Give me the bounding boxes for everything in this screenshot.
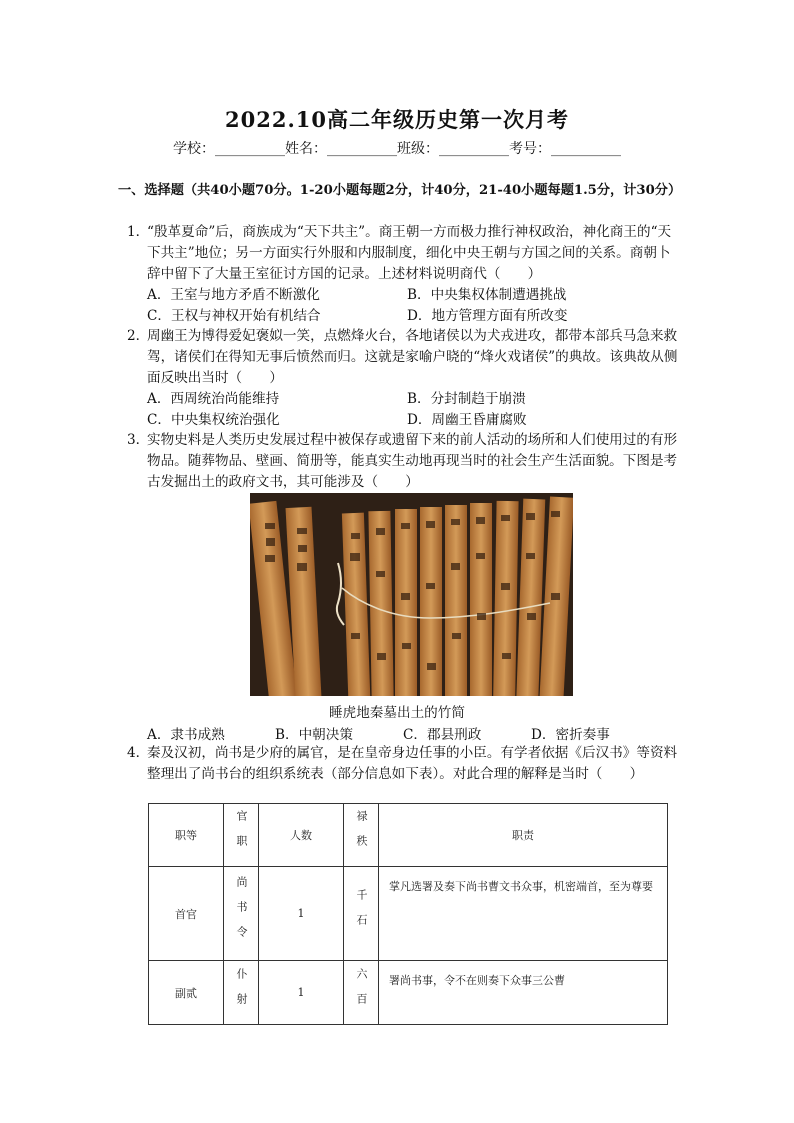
header-cell: 人数 xyxy=(259,804,344,867)
question-number: 3． xyxy=(127,432,150,448)
option-c: C．王权与神权开始有机结合 xyxy=(147,308,321,324)
table-header-row xyxy=(149,804,668,867)
table-cell: 1 xyxy=(259,961,344,1025)
exam-title: 2022.10高二年级历史第一次月考 xyxy=(225,107,569,132)
table-cell: 六百 xyxy=(344,961,379,1025)
option-a: A．隶书成熟 xyxy=(147,727,225,743)
table-cell: 副贰 xyxy=(149,961,224,1025)
question-1 xyxy=(127,222,683,285)
question-stem: “殷革夏命”后，商族成为“天下共主”。商王朝一方而极力推行神权政治，神化商王的“天下共主”地位；另一方面实行外服和内服制度，细化中央王朝与方国之间的关系。商朝卜辞中留下了大量王室征讨方国的记录。上述材料说明商代（ ） xyxy=(147,224,672,282)
header-cell: 禄秩 xyxy=(344,804,379,867)
section-heading: 一、选择题（共40小题70分。1-20小题每题2分，计40分，21-40小题每题1.5分，计30分） xyxy=(118,183,682,198)
photo-caption: 睡虎地秦墓出土的竹简 xyxy=(329,705,465,721)
option-d: D．地方管理方面有所改变 xyxy=(407,308,568,324)
option-c: C．中央集权统治强化 xyxy=(147,412,280,428)
header-cell: 职责 xyxy=(379,804,668,867)
table-cell: 掌凡选署及奏下尚书曹文书众事，机密端首，至为尊要 xyxy=(379,867,668,961)
option-d: D．周幽王昏庸腐败 xyxy=(407,412,527,428)
table-row xyxy=(149,867,668,961)
bamboo-slips-photo xyxy=(250,493,573,696)
table-cell: 千石 xyxy=(344,867,379,961)
question-number: 1． xyxy=(127,224,150,240)
question-number: 2． xyxy=(127,328,150,344)
question-3 xyxy=(127,430,683,493)
question-stem: 秦及汉初，尚书是少府的属官，是在皇帝身边任事的小臣。有学者依据《后汉书》等资料整理出了尚书台的组织系统表（部分信息如下表）。对此合理的解释是当时（ ） xyxy=(147,745,678,782)
question-2 xyxy=(127,326,683,389)
question-number: 4． xyxy=(127,745,150,761)
table-cell: 首官 xyxy=(149,867,224,961)
table-row xyxy=(149,961,668,1025)
question-stem: 实物史料是人类历史发展过程中被保存或遗留下来的前人活动的场所和人们使用过的有形物品。随葬物品、壁画、简册等，能真实生动地再现当时的社会生产生活面貌。下图是考古发掘出土的政府文书，其可能涉及（ ） xyxy=(147,432,678,490)
organization-table xyxy=(148,803,668,1025)
option-b: B．分封制趋于崩溃 xyxy=(407,391,526,407)
table-cell: 署尚书事，令不在则奏下众事三公曹 xyxy=(379,961,668,1025)
question-2-options xyxy=(147,389,667,431)
option-b: B．中朝决策 xyxy=(275,727,353,743)
question-4 xyxy=(127,743,683,785)
table-cell: 1 xyxy=(259,867,344,961)
header-cell: 职等 xyxy=(149,804,224,867)
table-cell: 仆射 xyxy=(224,961,259,1025)
option-a: A．王室与地方矛盾不断激化 xyxy=(147,287,320,303)
question-stem: 周幽王为博得爱妃褒姒一笑，点燃烽火台，各地诸侯以为犬戎进攻，都带本部兵马急来救驾，诸侯们在得知无事后愤然而归。这就是家喻户晓的“烽火戏诸侯”的典故。该典故从侧面反映出当时（ ） xyxy=(147,328,678,386)
option-b: B．中央集权体制遭遇挑战 xyxy=(407,287,567,303)
table-cell: 尚书令 xyxy=(224,867,259,961)
student-info-line: 学校：__________姓名：__________班级：__________考号：__________ xyxy=(173,141,621,157)
option-a: A．西周统治尚能维持 xyxy=(147,391,280,407)
option-d: D．密折奏事 xyxy=(531,727,610,743)
question-3-options xyxy=(147,723,667,743)
option-c: C．郡县刑政 xyxy=(403,727,482,743)
question-1-options xyxy=(147,285,667,327)
header-cell: 官职 xyxy=(224,804,259,867)
